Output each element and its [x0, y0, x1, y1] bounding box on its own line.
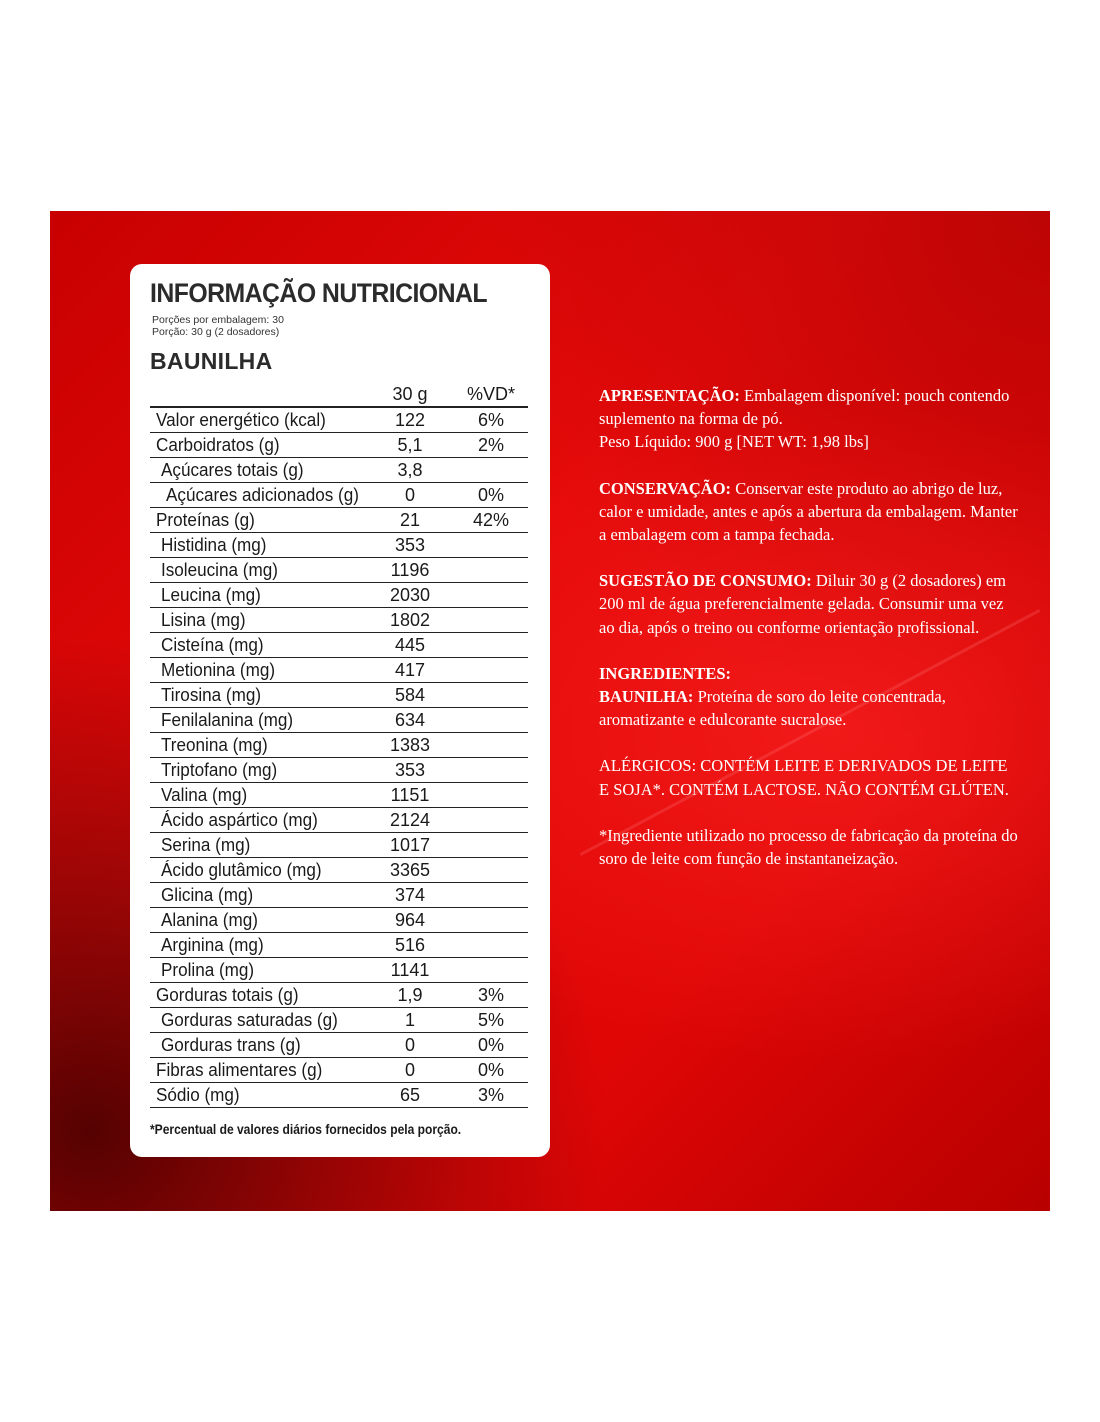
nutrient-amount: 1196	[390, 560, 430, 580]
nutrient-vd: 0%	[477, 1035, 504, 1055]
nutrient-label: Fibras alimentares (g)	[156, 1060, 323, 1080]
nutrient-amount: 1017	[389, 835, 431, 855]
table-row	[150, 1008, 528, 1033]
nutrition-footnote: *Percentual de valores diários fornecidos pela porção.	[150, 1121, 462, 1137]
nutrient-label: Ácido aspártico (mg)	[161, 810, 318, 830]
nutrient-amount: 1802	[389, 610, 431, 630]
column-vd-header: %VD*	[466, 384, 515, 404]
nutrient-label: Prolina (mg)	[161, 960, 255, 980]
servings-per-pack: Porções por embalagem: 30	[152, 314, 284, 326]
product-info-text	[599, 384, 1019, 893]
ingredients-heading: INGREDIENTES:	[599, 663, 732, 683]
nutrient-amount: 1	[404, 1010, 415, 1030]
nutrient-vd: 5%	[477, 1010, 504, 1030]
nutrient-label: Valor energético (kcal)	[156, 410, 326, 430]
table-rows	[150, 408, 528, 1108]
usage-text: Diluir 30 g (2 dosadores) em 200 ml de água preferencialmente gelada. Consumir uma vez ao dia, após o treino ou conforme orientação profissional.	[599, 571, 1006, 637]
table-row	[150, 433, 528, 458]
nutrient-label: Tirosina (mg)	[161, 685, 262, 705]
table-row	[150, 783, 528, 808]
serving-size: Porção: 30 g (2 dosadores)	[152, 326, 280, 338]
table-row	[150, 658, 528, 683]
nutrient-amount: 1141	[390, 960, 430, 980]
nutrient-label: Histidina (mg)	[161, 535, 267, 555]
nutrient-vd: 3%	[477, 1085, 504, 1105]
table-row	[150, 608, 528, 633]
nutrient-label: Açúcares totais (g)	[161, 460, 304, 480]
nutrient-amount: 3365	[389, 860, 431, 880]
table-row	[150, 708, 528, 733]
nutrient-amount: 2030	[389, 585, 431, 605]
nutrient-amount: 0	[404, 1060, 415, 1080]
table-row	[150, 633, 528, 658]
usage-section	[599, 569, 1019, 639]
nutrient-vd: 0%	[477, 1060, 504, 1080]
nutrient-amount: 445	[394, 635, 426, 655]
nutrient-amount: 0	[404, 1035, 415, 1055]
table-row	[150, 533, 528, 558]
nutrient-label: Proteínas (g)	[156, 510, 255, 530]
nutrient-vd: 2%	[477, 435, 504, 455]
table-row	[150, 558, 528, 583]
presentation-section	[599, 384, 1019, 454]
presentation-heading: APRESENTAÇÃO:	[599, 386, 740, 405]
presentation-text: Embalagem disponível: pouch contendo suplemento na forma de pó.	[599, 386, 1010, 429]
nutrient-amount: 964	[394, 910, 426, 930]
nutrition-facts-card	[130, 264, 550, 1157]
nutrient-amount: 21	[399, 510, 421, 530]
table-row	[150, 683, 528, 708]
nutrition-title: INFORMAÇÃO NUTRICIONAL	[150, 278, 487, 308]
nutrient-amount: 122	[394, 410, 426, 430]
table-row	[150, 808, 528, 833]
table-row	[150, 908, 528, 933]
table-row	[150, 508, 528, 533]
table-row	[150, 933, 528, 958]
nutrient-label: Treonina (mg)	[161, 735, 268, 755]
nutrient-label: Serina (mg)	[161, 835, 251, 855]
table-row	[150, 408, 528, 433]
nutrient-amount: 634	[394, 710, 426, 730]
nutrient-label: Gorduras totais (g)	[156, 985, 299, 1005]
nutrient-label: Triptofano (mg)	[161, 760, 278, 780]
nutrient-amount: 0	[404, 485, 415, 505]
nutrient-vd: 3%	[477, 985, 504, 1005]
nutrient-amount: 417	[394, 660, 426, 680]
nutrient-label: Açúcares adicionados (g)	[166, 485, 359, 505]
nutrient-label: Carboidratos (g)	[156, 435, 280, 455]
nutrient-amount: 1,9	[397, 985, 423, 1005]
ingredients-text: Proteína de soro do leite concentrada, aromatizante e edulcorante sucralose.	[599, 687, 946, 730]
net-weight: Peso Líquido: 900 g [NET WT: 1,98 lbs]	[599, 432, 869, 452]
nutrition-table	[150, 381, 528, 1108]
nutrient-amount: 1383	[389, 735, 431, 755]
conservation-text: Conservar este produto ao abrigo de luz, calor e umidade, antes e após a abertura da embalagem. Manter a embalagem com a tampa fechada.	[599, 478, 1018, 545]
nutrient-amount: 3,8	[397, 460, 423, 480]
ingredients-section	[599, 662, 1019, 732]
table-row	[150, 958, 528, 983]
table-row	[150, 1033, 528, 1058]
nutrient-amount: 65	[399, 1085, 421, 1105]
nutrient-amount: 516	[394, 935, 426, 955]
table-header	[150, 381, 528, 408]
column-amount-header: 30 g	[392, 384, 428, 404]
nutrient-label: Glicina (mg)	[161, 885, 254, 905]
nutrient-label: Lisina (mg)	[161, 610, 246, 630]
flavor-ingredients-heading: BAUNILHA:	[599, 687, 694, 707]
table-row	[150, 733, 528, 758]
nutrient-amount: 5,1	[397, 435, 423, 455]
nutrient-amount: 2124	[389, 810, 431, 830]
nutrient-label: Alanina (mg)	[161, 910, 258, 930]
nutrient-vd: 6%	[477, 410, 504, 430]
nutrient-label: Cisteína (mg)	[161, 635, 264, 655]
nutrient-label: Valina (mg)	[161, 785, 248, 805]
nutrient-amount: 374	[394, 885, 426, 905]
nutrient-vd: 0%	[477, 485, 504, 505]
table-row	[150, 483, 528, 508]
conservation-section	[599, 477, 1019, 547]
nutrient-label: Ácido glutâmico (mg)	[161, 860, 322, 880]
table-row	[150, 1083, 528, 1108]
nutrient-label: Arginina (mg)	[161, 935, 264, 955]
table-row	[150, 758, 528, 783]
nutrient-amount: 353	[394, 535, 426, 555]
table-row	[150, 458, 528, 483]
nutrient-label: Gorduras trans (g)	[161, 1035, 301, 1055]
conservation-heading: CONSERVAÇÃO:	[599, 478, 732, 498]
nutrient-label: Metionina (mg)	[161, 660, 276, 680]
table-row	[150, 583, 528, 608]
nutrient-amount: 584	[394, 685, 426, 705]
usage-heading: SUGESTÃO DE CONSUMO:	[599, 571, 812, 591]
allergens-section: ALÉRGICOS: CONTÉM LEITE E DERIVADOS DE LEITE E SOJA*. CONTÉM LACTOSE. NÃO CONTÉM GLÚTEN.	[599, 756, 1009, 799]
nutrient-label: Leucina (mg)	[161, 585, 261, 605]
table-row	[150, 833, 528, 858]
nutrient-label: Fenilalanina (mg)	[161, 710, 294, 730]
nutrient-label: Isoleucina (mg)	[161, 560, 278, 580]
nutrient-label: Gorduras saturadas (g)	[161, 1010, 338, 1030]
table-row	[150, 983, 528, 1008]
nutrient-amount: 353	[394, 760, 426, 780]
table-row	[150, 858, 528, 883]
flavor-label: BAUNILHA	[150, 348, 273, 374]
info-footnote: *Ingrediente utilizado no processo de fabricação da proteína do soro de leite com função de instantaneização.	[599, 825, 1018, 869]
table-row	[150, 883, 528, 908]
table-row	[150, 1058, 528, 1083]
nutrient-amount: 1151	[390, 785, 430, 805]
nutrient-vd: 42%	[472, 510, 510, 530]
red-background-panel	[50, 211, 1050, 1211]
nutrient-label: Sódio (mg)	[156, 1085, 240, 1105]
